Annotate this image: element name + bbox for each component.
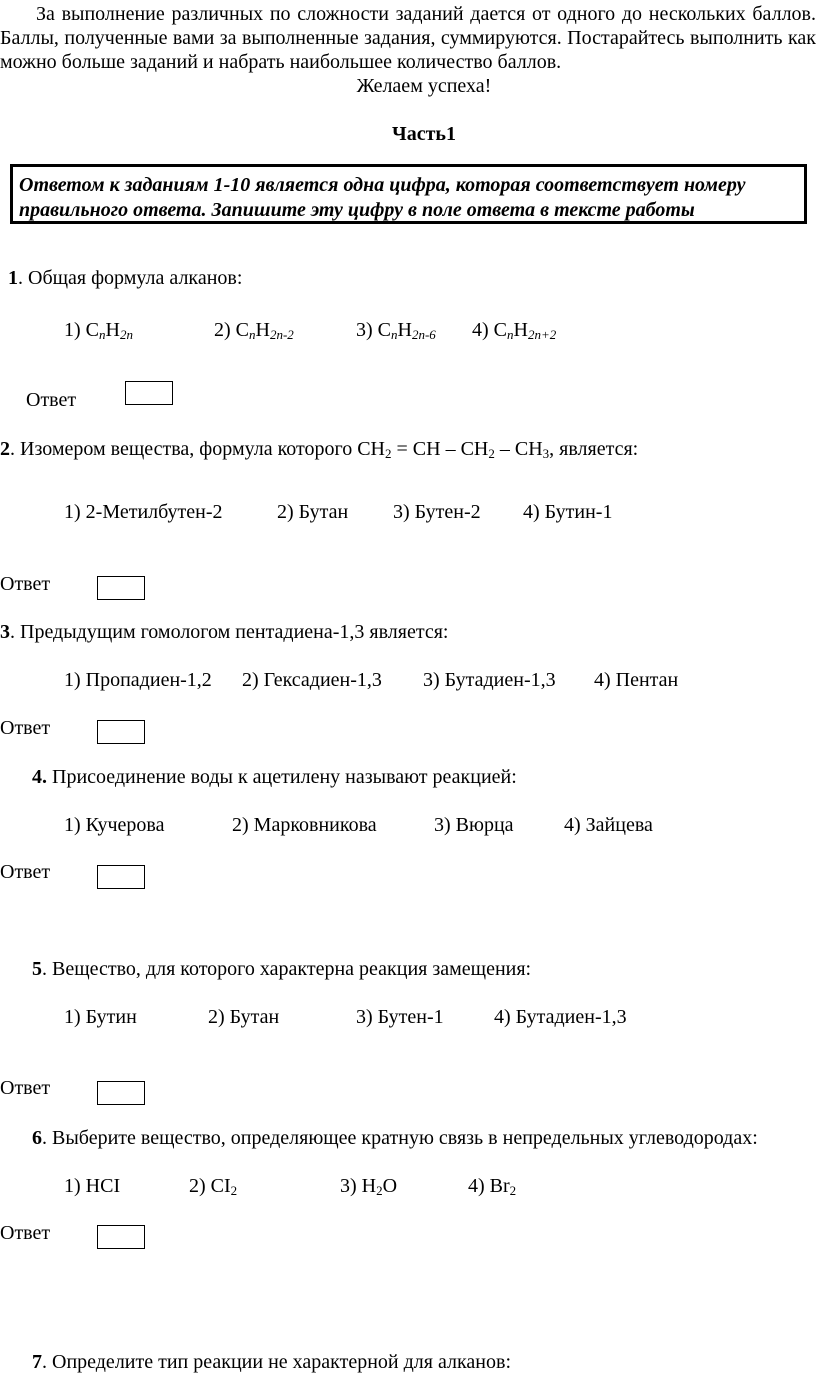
question-3: 3. Предыдущим гомологом пентадиена-1,3 является: [0,621,449,643]
q5-option-3: 3) Бутен-1 [356,1006,444,1028]
q4-option-2: 2) Марковникова [232,814,377,836]
instruction-box [10,164,807,224]
answer-label-1: Ответ [26,389,77,411]
part-title: Часть1 [392,123,456,145]
question-5: 5. Вещество, для которого характерна реакция замещения: [32,958,532,980]
answer-box-5[interactable] [97,1081,145,1105]
q1-option-3: 3) $C_nH_{2n-6}$ [356,319,436,342]
answer-label-4: Ответ [0,861,51,883]
q2-option-1: 1) 2-Метилбутен-2 [64,501,223,523]
wish-text: Желаем успеха! [356,75,492,97]
question-2: 2. Изомером вещества, формула которого $СН_2$ = СН – $СН_2 - СН_3$, является: [0,438,639,461]
question-7: 7. Определите тип реакции не характерной для алканов: [32,1351,512,1373]
answer-box-1[interactable] [125,381,173,405]
q5-option-2: 2) Бутан [208,1006,280,1028]
q4-option-4: 4) Зайцева [564,814,653,836]
q3-option-3: 3) Бутадиен-1,3 [423,669,556,691]
q4-option-3: 3) Вюрца [434,814,514,836]
q6-option-3: 3) $H_2O$ [340,1175,398,1198]
q2-option-3: 3) Бутен-2 [393,501,481,523]
instruction-line-1: Ответом к заданиям 1-10 является одна цифра, которая соответствует номеру [19,174,746,196]
answer-label-6: Ответ [0,1222,51,1244]
q1-option-2: 2) $C_nH_{2n-2}$ [214,319,294,342]
answer-box-2[interactable] [97,576,145,600]
q2-option-4: 4) Бутин-1 [523,501,613,523]
q2-option-2: 2) Бутан [277,501,349,523]
q6-option-4: 4) $Br_2$ [468,1175,517,1198]
question-1-text: . Общая формула алканов: [18,267,243,289]
answer-box-6[interactable] [97,1225,145,1249]
q1-option-1: 1) $C_nH_{2n}$ [64,319,133,342]
q5-option-4: 4) Бутадиен-1,3 [494,1006,627,1028]
answer-box-3[interactable] [97,720,145,744]
q3-option-1: 1) Пропадиен-1,2 [64,669,212,691]
q6-option-2: 2) $CI_2$ [189,1175,238,1198]
answer-label-2: Ответ [0,573,51,595]
intro-text: За выполнение различных по сложности заданий дается от одного до нескольких баллов. Баллы, полученные вами за выполненные задания, суммируются. Постарайтесь выполнить как можно больше заданий и набрать наибольшее количество баллов. [0,3,816,73]
question-4: 4. Присоединение воды к ацетилену называют реакцией: [32,766,517,788]
question-6: 6. Выберите вещество, определяющее кратную связь в непредельных углеводородах: [32,1127,758,1149]
question-1 [8,266,242,290]
q5-option-1: 1) Бутин [64,1006,137,1028]
intro-paragraph [0,2,816,74]
q3-option-2: 2) Гексадиен-1,3 [242,669,382,691]
answer-label-3: Ответ [0,717,51,739]
question-1-number: 1 [8,267,18,289]
q3-option-4: 4) Пентан [594,669,679,691]
q6-option-1: 1) HCI [64,1175,121,1197]
q1-option-4: 4) $C_nH_{2n+2}$ [472,319,557,342]
answer-label-5: Ответ [0,1077,51,1099]
instruction-line-2: правильного ответа. Запишите эту цифру в поле ответа в тексте работы [19,199,695,221]
answer-box-4[interactable] [97,865,145,889]
q4-option-1: 1) Кучерова [64,814,165,836]
